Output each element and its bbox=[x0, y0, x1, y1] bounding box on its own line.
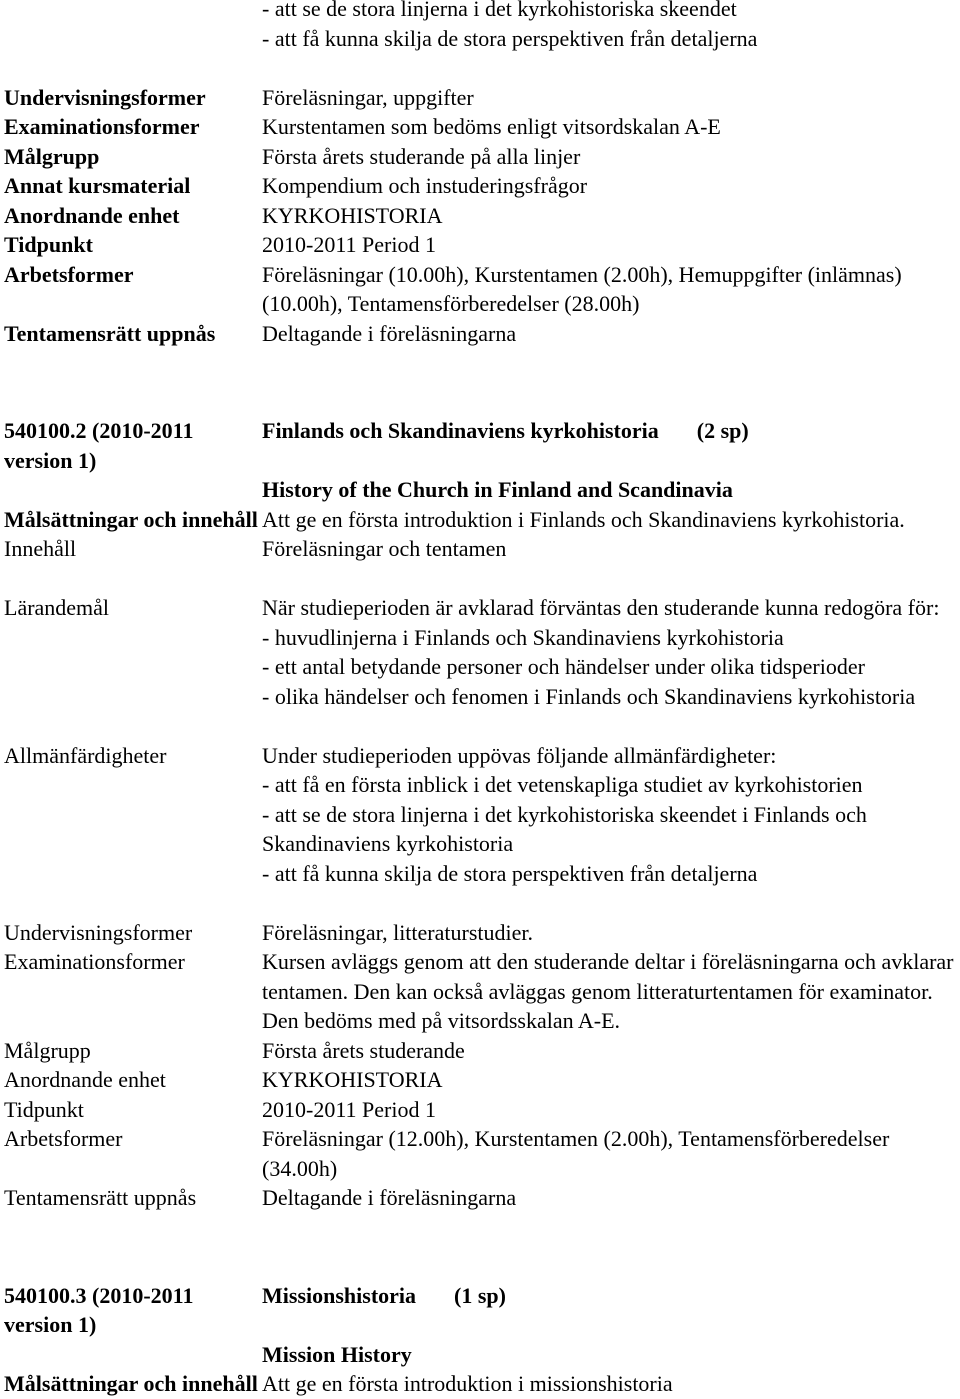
general-skills-label: Allmänfärdigheter bbox=[4, 742, 167, 768]
general-skill-line: - att få kunna skilja de stora perspektiven från detaljerna bbox=[262, 860, 758, 886]
course-code: 540100.3 (2010-2011 version 1) bbox=[4, 1282, 194, 1337]
detail-row-arbetsformer bbox=[4, 260, 960, 319]
learning-outcome-line: - olika händelser och fenomen i Finlands och Skandinaviens kyrkohistoria bbox=[262, 683, 916, 709]
intro-continuation bbox=[4, 0, 960, 53]
spacer bbox=[4, 53, 960, 83]
course-title-line bbox=[262, 1281, 960, 1311]
detail-row-tidpunkt bbox=[4, 230, 960, 260]
course-540100-2 bbox=[4, 416, 960, 1213]
learning-outcome-line: När studieperioden är avklarad förväntas den studerande kunna redogöra för: bbox=[262, 595, 940, 620]
learning-outcomes-label: Lärandemål bbox=[4, 595, 110, 620]
detail-row-undervisningsformer bbox=[4, 83, 960, 113]
detail-value: Deltagande i föreläsningarna bbox=[262, 320, 517, 346]
detail-row-undervisningsformer bbox=[4, 918, 960, 948]
course-goals-row bbox=[4, 505, 960, 535]
detail-label: Tidpunkt bbox=[4, 1096, 84, 1122]
intro-line: - att se de stora linjerna i det kyrkohistoriska skeendet bbox=[262, 0, 737, 21]
spacer bbox=[4, 564, 960, 594]
detail-row-malgrupp bbox=[4, 142, 960, 172]
detail-value: Deltagande i föreläsningarna bbox=[262, 1185, 517, 1210]
course-540100-3 bbox=[4, 1281, 960, 1399]
course-credits: (1 sp) bbox=[454, 1282, 506, 1308]
course-content-row bbox=[4, 534, 960, 564]
detail-value: KYRKOHISTORIA bbox=[262, 202, 443, 228]
detail-value: Första årets studerande på alla linjer bbox=[262, 143, 581, 169]
general-skill-line: Under studieperioden uppövas följande allmänfärdigheter: bbox=[262, 742, 777, 768]
course-title-en-row bbox=[4, 1340, 960, 1370]
detail-row-examinationsformer bbox=[4, 112, 960, 142]
detail-row-tidpunkt bbox=[4, 1095, 960, 1125]
course-title-en: History of the Church in Finland and Scandinavia bbox=[262, 477, 733, 502]
course-title-en: Mission History bbox=[262, 1341, 412, 1367]
goals-value: Att ge en första introduktion i Finlands och Skandinaviens kyrkohistoria. bbox=[262, 506, 905, 532]
detail-value: Kursen avläggs genom att den studerande deltar i föreläsningarna och avklarar tentamen. Den kan också avläggas genom litteraturtentamen för examinator. Den bedöms med på vitsordsskalan A-E. bbox=[262, 949, 954, 1033]
detail-label: Tentamensrätt uppnås bbox=[4, 320, 216, 346]
goals-label: Målsättningar och innehåll bbox=[4, 1371, 258, 1396]
detail-label: Målgrupp bbox=[4, 143, 100, 169]
course-title: Missionshistoria bbox=[262, 1282, 417, 1308]
detail-value: Kurstentamen som bedöms enligt vitsordskalan A-E bbox=[262, 114, 721, 139]
course-goals-row bbox=[4, 1369, 960, 1399]
course-title: Finlands och Skandinaviens kyrkohistoria bbox=[262, 418, 659, 443]
detail-label: Examinationsformer bbox=[4, 949, 185, 974]
intro-lines bbox=[262, 0, 960, 53]
detail-row-anordnande-enhet bbox=[4, 1065, 960, 1095]
learning-outcomes-row bbox=[4, 593, 960, 711]
detail-label: Arbetsformer bbox=[4, 261, 134, 287]
detail-row-tentamensratt bbox=[4, 1183, 960, 1213]
content-value: Föreläsningar och tentamen bbox=[262, 536, 507, 561]
general-skills-list bbox=[262, 741, 960, 889]
course-title-line bbox=[262, 416, 960, 446]
detail-label: Annat kursmaterial bbox=[4, 173, 191, 198]
detail-label: Målgrupp bbox=[4, 1037, 91, 1063]
learning-outcomes-list bbox=[262, 593, 960, 711]
general-skill-line: - att få en första inblick i det vetenskapliga studiet av kyrkohistorien bbox=[262, 772, 863, 797]
goals-value: Att ge en första introduktion i missionshistoria bbox=[262, 1371, 673, 1396]
detail-label: Undervisningsformer bbox=[4, 84, 206, 110]
detail-value: Kompendium och instuderingsfrågor bbox=[262, 173, 588, 198]
course-code: 540100.2 (2010-2011 version 1) bbox=[4, 418, 194, 473]
detail-label: Anordnande enhet bbox=[4, 202, 180, 228]
detail-label: Examinationsformer bbox=[4, 114, 200, 139]
detail-row-arbetsformer bbox=[4, 1124, 960, 1183]
course-header bbox=[4, 416, 960, 475]
detail-label: Anordnande enhet bbox=[4, 1067, 166, 1092]
detail-row-annat-kursmaterial bbox=[4, 171, 960, 201]
course-title-en-row bbox=[4, 475, 960, 505]
detail-value: Föreläsningar, uppgifter bbox=[262, 84, 474, 110]
general-skill-line: - att se de stora linjerna i det kyrkohistoriska skeendet i Finlands och Skandinaviens kyrkohistoria bbox=[262, 801, 867, 856]
detail-value: 2010-2011 Period 1 bbox=[262, 1096, 436, 1122]
detail-label: Tentamensrätt uppnås bbox=[4, 1185, 197, 1210]
detail-value: KYRKOHISTORIA bbox=[262, 1067, 443, 1092]
detail-value: Föreläsningar, litteraturstudier. bbox=[262, 919, 533, 945]
learning-outcome-line: - ett antal betydande personer och händelser under olika tidsperioder bbox=[262, 654, 865, 679]
detail-value: Första årets studerande bbox=[262, 1037, 465, 1063]
detail-label: Tidpunkt bbox=[4, 232, 93, 257]
goals-label: Målsättningar och innehåll bbox=[4, 506, 258, 532]
detail-value: Föreläsningar (10.00h), Kurstentamen (2.00h), Hemuppgifter (inlämnas) (10.00h), Tentamensförberedelser (28.00h) bbox=[262, 261, 902, 316]
detail-value: Föreläsningar (12.00h), Kurstentamen (2.00h), Tentamensförberedelser (34.00h) bbox=[262, 1126, 890, 1181]
detail-row-examinationsformer bbox=[4, 947, 960, 1036]
learning-outcome-line: - huvudlinjerna i Finlands och Skandinaviens kyrkohistoria bbox=[262, 624, 784, 650]
content-label: Innehåll bbox=[4, 536, 77, 561]
course-credits: (2 sp) bbox=[696, 418, 749, 443]
detail-row-malgrupp bbox=[4, 1036, 960, 1066]
previous-course-details bbox=[4, 83, 960, 349]
detail-label: Arbetsformer bbox=[4, 1126, 123, 1151]
intro-line: - att få kunna skilja de stora perspektiven från detaljerna bbox=[262, 25, 758, 51]
detail-row-anordnande-enhet bbox=[4, 201, 960, 231]
detail-row-tentamensratt bbox=[4, 319, 960, 349]
course-details bbox=[4, 918, 960, 1213]
general-skills-row bbox=[4, 741, 960, 889]
detail-label: Undervisningsformer bbox=[4, 919, 193, 945]
detail-value: 2010-2011 Period 1 bbox=[262, 232, 436, 257]
spacer bbox=[4, 888, 960, 918]
spacer bbox=[4, 711, 960, 741]
course-header bbox=[4, 1281, 960, 1340]
